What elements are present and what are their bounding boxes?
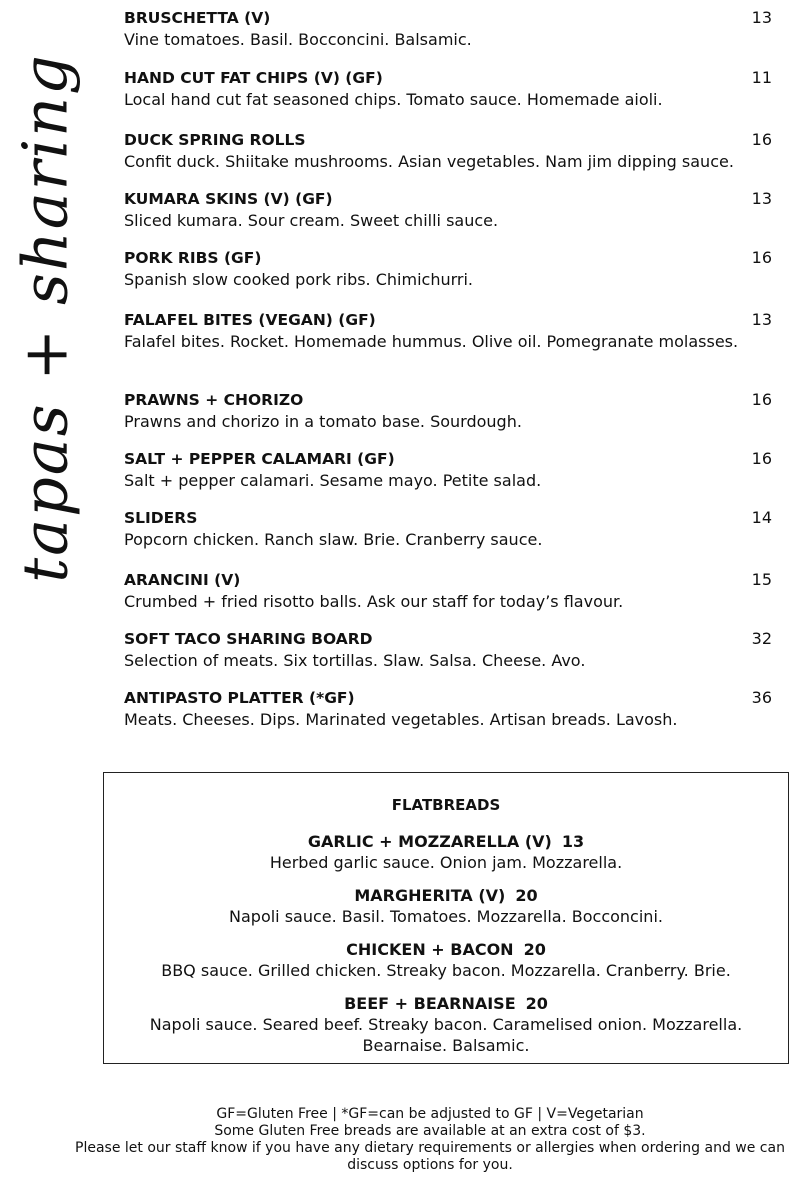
menu-item-name: KUMARA SKINS (V) (GF) — [124, 190, 333, 208]
footer-gf-note: Some Gluten Free breads are available at an extra cost of $3. — [214, 1123, 646, 1139]
menu-item-price: 32 — [751, 629, 772, 648]
menu-item-description: Local hand cut fat seasoned chips. Tomato sauce. Homemade aioli. — [124, 90, 663, 109]
flatbread-item-price: 13 — [561, 832, 585, 851]
flatbread-item-name: CHICKEN + BACON — [346, 940, 514, 959]
flatbreads-list — [104, 831, 788, 1056]
menu-item-description: Salt + pepper calamari. Sesame mayo. Petite salad. — [124, 471, 542, 490]
menu-item-name: PORK RIBS (GF) — [124, 249, 262, 267]
menu-item-header — [124, 448, 772, 470]
flatbread-item-description: Herbed garlic sauce. Onion jam. Mozzarella. — [269, 853, 623, 872]
menu-item-header — [124, 309, 772, 331]
flatbread-item-price: 20 — [525, 994, 548, 1013]
menu-item-name: HAND CUT FAT CHIPS (V) (GF) — [124, 69, 383, 87]
menu-item-name: ANTIPASTO PLATTER (*GF) — [124, 689, 355, 707]
menu-item-name: PRAWNS + CHORIZO — [124, 391, 304, 409]
menu-item — [124, 188, 772, 231]
menu-item-description: Confit duck. Shiitake mushrooms. Asian vegetables. Nam jim dipping sauce. — [124, 152, 734, 171]
flatbreads-box — [103, 772, 789, 1064]
menu-item — [124, 309, 772, 352]
flatbread-item-description: Napoli sauce. Seared beef. Streaky bacon. Caramelised onion. Mozzarella. Bearnaise. Balsamic. — [149, 1015, 743, 1055]
flatbread-item — [104, 831, 788, 873]
menu-item-header — [124, 7, 772, 29]
menu-item — [124, 247, 772, 290]
menu-item-header — [124, 129, 772, 151]
menu-item-name: SOFT TACO SHARING BOARD — [124, 630, 373, 648]
menu-item-description: Crumbed + fried risotto balls. Ask our staff for today’s flavour. — [124, 592, 624, 611]
menu-item-price: 13 — [751, 189, 772, 208]
menu-item — [124, 507, 772, 550]
flatbread-item-name: GARLIC + MOZZARELLA (V) — [307, 832, 552, 851]
flatbread-item-name: MARGHERITA (V) — [354, 886, 506, 905]
menu-item-header — [124, 188, 772, 210]
menu-item — [124, 7, 772, 50]
menu-item-header — [124, 687, 772, 709]
menu-item-name: ARANCINI (V) — [124, 571, 241, 589]
menu-item — [124, 448, 772, 491]
menu-item-header — [124, 389, 772, 411]
menu-item-description: Spanish slow cooked pork ribs. Chimichurri. — [124, 270, 473, 289]
menu-item-description: Prawns and chorizo in a tomato base. Sourdough. — [124, 412, 522, 431]
menu-item-price: 11 — [751, 68, 772, 87]
side-title-text: tapas + sharing — [8, 53, 82, 583]
flatbread-item-header — [104, 885, 788, 906]
menu-item — [124, 389, 772, 432]
menu-item-price: 16 — [751, 248, 772, 267]
flatbread-item — [104, 993, 788, 1056]
menu-item-header — [124, 628, 772, 650]
flatbread-item-header — [104, 831, 788, 852]
menu-item — [124, 687, 772, 730]
menu-item-price: 36 — [751, 688, 772, 707]
flatbread-item — [104, 885, 788, 927]
menu-item-description: Selection of meats. Six tortillas. Slaw. Salsa. Cheese. Avo. — [124, 651, 586, 670]
flatbread-item-header — [104, 939, 788, 960]
menu-item — [124, 129, 772, 172]
menu-item-price: 13 — [751, 310, 772, 329]
menu-item-name: FALAFEL BITES (VEGAN) (GF) — [124, 311, 376, 329]
menu-item-description: Popcorn chicken. Ranch slaw. Brie. Cranberry sauce. — [124, 530, 543, 549]
menu-item — [124, 569, 772, 612]
menu-item-name: SALT + PEPPER CALAMARI (GF) — [124, 450, 395, 468]
menu-item-price: 14 — [751, 508, 772, 527]
menu-item-price: 15 — [751, 570, 772, 589]
menu-item-header — [124, 67, 772, 89]
menu-item — [124, 628, 772, 671]
menu-item-header — [124, 247, 772, 269]
flatbread-item-price: 20 — [515, 886, 538, 905]
flatbread-item-name: BEEF + BEARNAISE — [344, 994, 516, 1013]
menu-item-header — [124, 507, 772, 529]
flatbread-item-description: Napoli sauce. Basil. Tomatoes. Mozzarella. Bocconcini. — [229, 907, 663, 926]
footer-notes — [60, 1106, 800, 1174]
menu-item-description: Sliced kumara. Sour cream. Sweet chilli sauce. — [124, 211, 499, 230]
footer-dietary-note: Please let our staff know if you have any dietary requirements or allergies when ordering and we can discuss options for you. — [75, 1140, 785, 1173]
menu-item-name: SLIDERS — [124, 509, 198, 527]
flatbread-item-header — [104, 993, 788, 1014]
menu-item-description: Falafel bites. Rocket. Homemade hummus. Olive oil. Pomegranate molasses. — [124, 332, 739, 351]
flatbread-item — [104, 939, 788, 981]
menu-item-header — [124, 569, 772, 591]
menu-item-description: Vine tomatoes. Basil. Bocconcini. Balsamic. — [124, 30, 472, 49]
menu-item — [124, 67, 772, 110]
menu-item-description: Meats. Cheeses. Dips. Marinated vegetables. Artisan breads. Lavosh. — [124, 710, 678, 729]
footer-legend: GF=Gluten Free | *GF=can be adjusted to GF | V=Vegetarian — [216, 1106, 644, 1122]
menu-item-name: BRUSCHETTA (V) — [124, 9, 271, 27]
menu-item-price: 16 — [751, 130, 772, 149]
menu-item-price: 16 — [751, 449, 772, 468]
flatbread-item-price: 20 — [523, 940, 546, 959]
flatbreads-title: FLATBREADS — [391, 796, 501, 814]
menu-item-price: 16 — [751, 390, 772, 409]
menu-item-name: DUCK SPRING ROLLS — [124, 131, 306, 149]
menu-item-price: 13 — [751, 8, 772, 27]
flatbread-item-description: BBQ sauce. Grilled chicken. Streaky bacon. Mozzarella. Cranberry. Brie. — [161, 961, 731, 980]
